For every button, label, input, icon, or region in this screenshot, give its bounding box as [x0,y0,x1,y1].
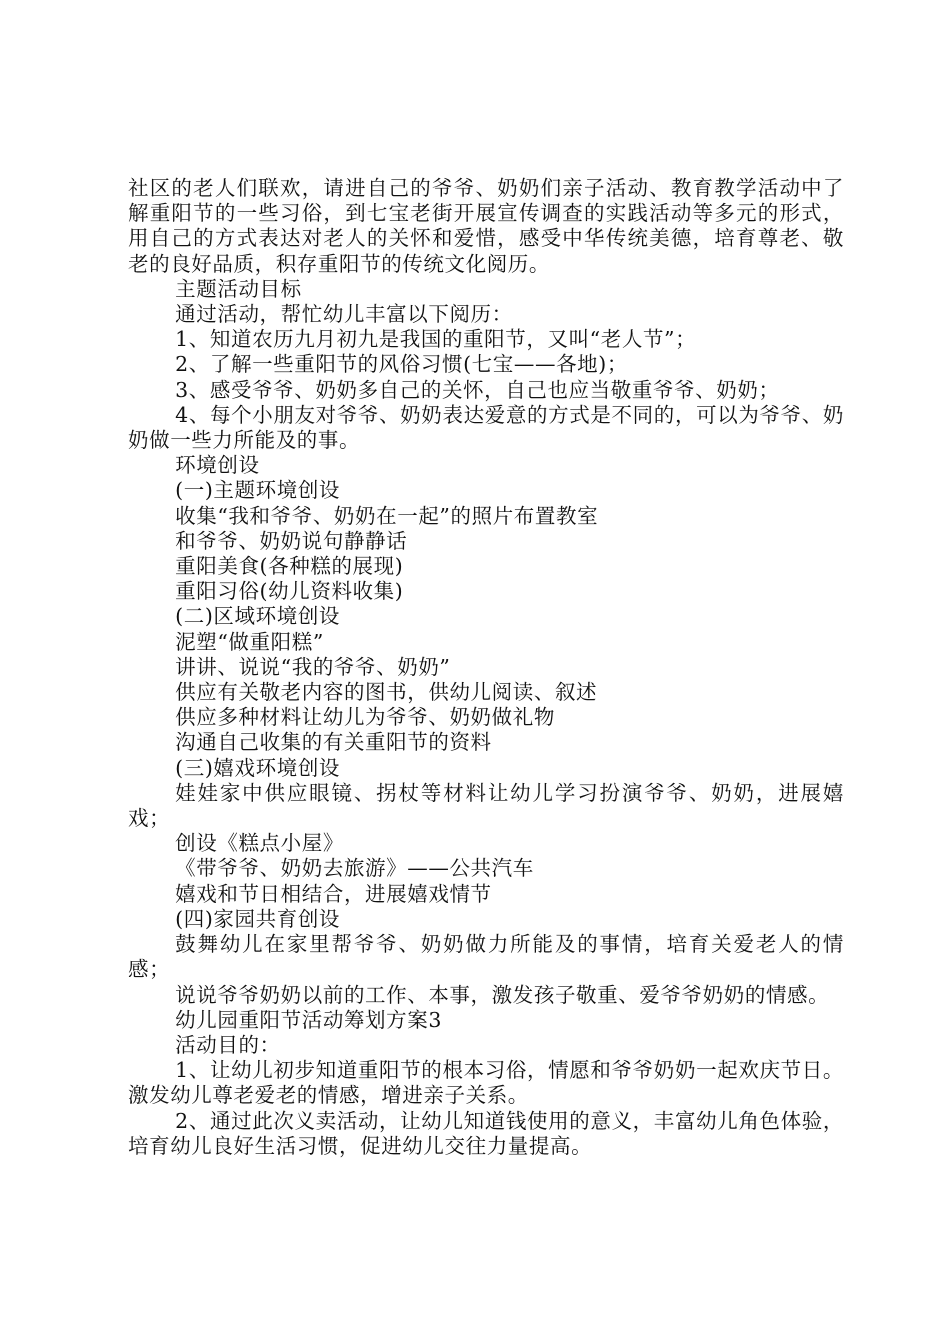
subheading-theme-environment: (一)主题环境创设 [175,478,341,503]
list-item: 供应有关敬老内容的图书，供幼儿阅读、叙述 [175,680,598,705]
list-item: 说说爷爷奶奶以前的工作、本事，激发孩子敬重、爱爷爷奶奶的情感。 [175,982,830,1007]
list-item: 创设《糕点小屋》 [175,831,344,856]
heading-theme-goals: 主题活动目标 [175,276,302,301]
list-item: 嬉戏和节日相结合，进展嬉戏情节 [175,881,492,906]
list-item: 讲讲、说说“我的爷爷、奶奶” [175,654,451,679]
list-item-goal-4: 4、每个小朋友对爷爷、奶奶表达爱意的方式是不同的，可以为爷爷、奶奶做一些力所能及的事。 [128,402,844,453]
heading-activity-purpose: 活动目的： [175,1032,281,1057]
list-item: 鼓舞幼儿在家里帮爷爷、奶奶做力所能及的事情，培育关爱老人的情感； [128,932,844,982]
list-item-purpose-1: 1、让幼儿初步知道重阳节的根本习俗，情愿和爷爷奶奶一起欢庆节日。激发幼儿尊老爱老的情感，增进亲子关系。 [128,1058,844,1108]
list-item: 《带爷爷、奶奶去旅游》——公共汽车 [175,856,534,881]
subheading-area-environment: (二)区域环境创设 [175,604,341,629]
list-item: 娃娃家中供应眼镜、拐杖等材料让幼儿学习扮演爷爷、奶奶，进展嬉戏； [128,780,844,831]
subheading-home-school: (四)家园共育创设 [175,906,341,931]
list-item: 收集“我和爷爷、奶奶在一起”的照片布置教室 [175,503,599,528]
paragraph-intro-continued: 社区的老人们联欢，请进自己的爷爷、奶奶们亲子活动、教育教学活动中了解重阳节的一些习俗，到七宝老街开展宣传调查的实践活动等多元的形式，用自己的方式表达对老人的关怀和爱惜，感受中华传统美德，培育尊老、敬老的良好品质，积存重阳节的传统文化阅历。 [128,176,844,276]
list-item: 泥塑“做重阳糕” [175,629,324,654]
list-item-goal-1: 1、知道农历九月初九是我国的重阳节，又叫“老人节”； [175,327,697,352]
subheading-play-environment: (三)嬉戏环境创设 [175,755,341,780]
section-title-plan-3: 幼儿园重阳节活动筹划方案3 [175,1007,442,1032]
list-item: 重阳美食(各种糕的展现) [175,554,404,579]
list-item-goal-2: 2、了解一些重阳节的风俗习惯(七宝——各地)； [175,352,628,377]
list-item: 重阳习俗(幼儿资料收集) [175,579,404,604]
list-item: 供应多种材料让幼儿为爷爷、奶奶做礼物 [175,705,555,730]
heading-environment: 环境创设 [175,453,260,478]
list-item-purpose-2: 2、通过此次义卖活动，让幼儿知道钱使用的意义，丰富幼儿角色体验，培育幼儿良好生活习惯，促进幼儿交往力量提高。 [128,1108,844,1158]
list-item-goal-3: 3、感受爷爷、奶奶多自己的关怀，自己也应当敬重爷爷、奶奶； [175,377,780,402]
list-item: 和爷爷、奶奶说句静静话 [175,528,408,553]
list-item: 沟通自己收集的有关重阳节的资料 [175,730,492,755]
paragraph-goals-intro: 通过活动，帮忙幼儿丰富以下阅历： [175,302,513,327]
document-body [128,176,844,1159]
